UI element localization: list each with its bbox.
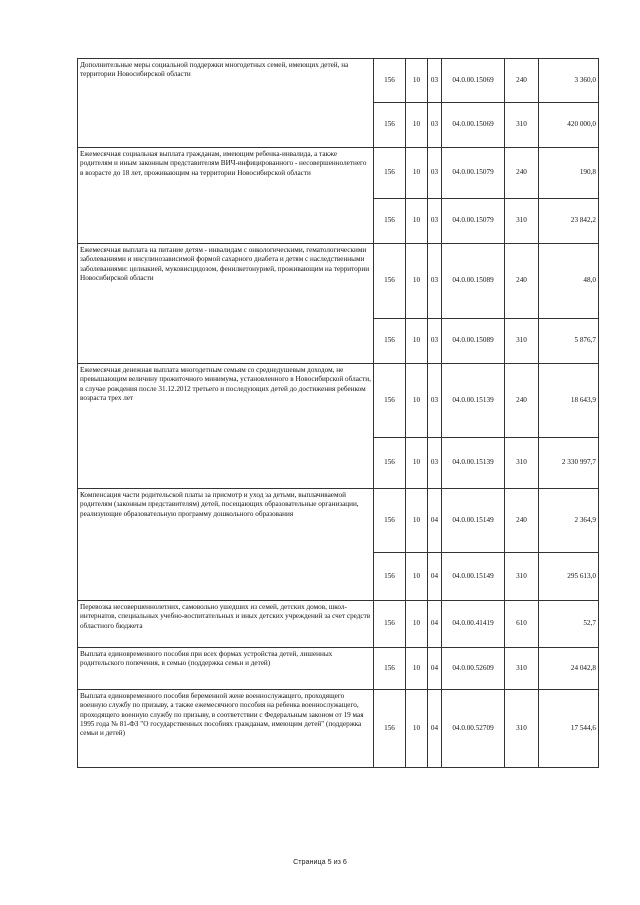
amount-cell: 17 544,6 (539, 690, 599, 768)
grbs-code-cell: 156 (374, 364, 406, 438)
grbs-code-cell: 156 (374, 103, 406, 148)
target-article-code-cell: 04.0.00.15079 (442, 199, 505, 244)
subsection-code-cell: 03 (428, 438, 442, 489)
target-article-code-cell: 04.0.00.15089 (442, 244, 505, 319)
section-code-cell: 10 (406, 553, 428, 601)
grbs-code-cell: 156 (374, 553, 406, 601)
target-article-code-cell: 04.0.00.15089 (442, 319, 505, 364)
expense-type-code-cell: 240 (505, 148, 539, 199)
grbs-code-cell: 156 (374, 690, 406, 768)
amount-cell: 295 613,0 (539, 553, 599, 601)
page-footer: Страница 5 из 6 (293, 857, 347, 866)
table-row (78, 489, 599, 553)
amount-cell: 2 330 997,7 (539, 438, 599, 489)
grbs-code-cell: 156 (374, 199, 406, 244)
table-row (78, 690, 599, 768)
expense-type-code-cell: 310 (505, 553, 539, 601)
subsection-code-cell: 03 (428, 199, 442, 244)
row-description: Ежемесячная денежная выплата многодетным семьям со среднедушевым доходом, не превышающим величину прожиточного минимума, установленного в Новосибирской области, в случае рождения после 31.12.2012 третьего и последующих детей до достижения ребенком возраста трех лет (78, 364, 374, 489)
grbs-code-cell: 156 (374, 319, 406, 364)
section-code-cell: 10 (406, 648, 428, 690)
target-article-code-cell: 04.0.00.15149 (442, 553, 505, 601)
expense-type-code-cell: 310 (505, 648, 539, 690)
section-code-cell: 10 (406, 148, 428, 199)
section-code-cell: 10 (406, 438, 428, 489)
target-article-code-cell: 04.0.00.41419 (442, 601, 505, 648)
target-article-code-cell: 04.0.00.15069 (442, 103, 505, 148)
row-description: Выплата единовременного пособия беременной жене военнослужащего, проходящего военную службу по призыву, а также ежемесячного пособия на ребенка военнослужащего, проходящего военную службу по призыву, в соответствии с Федеральным законом от 19 мая 1995 года № 81-ФЗ "О государственных пособиях гражданам, имеющим детей" (поддержка семьи и детей) (78, 690, 374, 768)
row-description: Выплата единовременного пособия при всех формах устройства детей, лишенных родительского попечения, в семью (поддержка семьи и детей) (78, 648, 374, 690)
amount-cell: 48,0 (539, 244, 599, 319)
section-code-cell: 10 (406, 319, 428, 364)
grbs-code-cell: 156 (374, 244, 406, 319)
subsection-code-cell: 03 (428, 319, 442, 364)
budget-table (77, 58, 599, 768)
subsection-code-cell: 03 (428, 244, 442, 319)
table-row (78, 601, 599, 648)
section-code-cell: 10 (406, 59, 428, 103)
amount-cell: 190,8 (539, 148, 599, 199)
subsection-code-cell: 03 (428, 364, 442, 438)
expense-type-code-cell: 310 (505, 438, 539, 489)
target-article-code-cell: 04.0.00.15149 (442, 489, 505, 553)
grbs-code-cell: 156 (374, 648, 406, 690)
grbs-code-cell: 156 (374, 438, 406, 489)
expense-type-code-cell: 310 (505, 319, 539, 364)
section-code-cell: 10 (406, 601, 428, 648)
table-row (78, 148, 599, 199)
amount-cell: 23 842,2 (539, 199, 599, 244)
subsection-code-cell: 04 (428, 601, 442, 648)
amount-cell: 52,7 (539, 601, 599, 648)
target-article-code-cell: 04.0.00.15139 (442, 438, 505, 489)
table-row (78, 244, 599, 319)
subsection-code-cell: 04 (428, 489, 442, 553)
section-code-cell: 10 (406, 364, 428, 438)
amount-cell: 2 364,9 (539, 489, 599, 553)
expense-type-code-cell: 610 (505, 601, 539, 648)
section-code-cell: 10 (406, 103, 428, 148)
amount-cell: 24 042,8 (539, 648, 599, 690)
subsection-code-cell: 03 (428, 148, 442, 199)
row-description: Перевозка несовершеннолетних, самовольно ушедших из семей, детских домов, школ-интернатов, специальных учебно-воспитательных и иных детских учреждений за счет средств областного бюджета (78, 601, 374, 648)
subsection-code-cell: 04 (428, 553, 442, 601)
expense-type-code-cell: 310 (505, 690, 539, 768)
row-description: Ежемесячная социальная выплата гражданам, имеющим ребенка-инвалида, а также родителям и иным законным представителям ВИЧ-инфицированного - несовершеннолетнего в возрасте до 18 лет, проживающим на территории Новосибирской области (78, 148, 374, 244)
amount-cell: 5 876,7 (539, 319, 599, 364)
row-description: Дополнительные меры социальной поддержки многодетных семей, имеющих детей, на территории Новосибирской области (78, 59, 374, 148)
target-article-code-cell: 04.0.00.52609 (442, 648, 505, 690)
amount-cell: 18 643,9 (539, 364, 599, 438)
expense-type-code-cell: 310 (505, 103, 539, 148)
grbs-code-cell: 156 (374, 489, 406, 553)
target-article-code-cell: 04.0.00.52709 (442, 690, 505, 768)
target-article-code-cell: 04.0.00.15079 (442, 148, 505, 199)
section-code-cell: 10 (406, 199, 428, 244)
section-code-cell: 10 (406, 690, 428, 768)
amount-cell: 3 360,0 (539, 59, 599, 103)
grbs-code-cell: 156 (374, 148, 406, 199)
subsection-code-cell: 03 (428, 59, 442, 103)
expense-type-code-cell: 240 (505, 489, 539, 553)
expense-type-code-cell: 310 (505, 199, 539, 244)
subsection-code-cell: 04 (428, 690, 442, 768)
row-description: Компенсация части родительской платы за присмотр и уход за детьми, выплачиваемой родителям (законным представителям) детей, посещающих образовательные организации, реализующие образовательную программу дошкольного образования (78, 489, 374, 601)
table-row (78, 59, 599, 103)
subsection-code-cell: 04 (428, 648, 442, 690)
grbs-code-cell: 156 (374, 601, 406, 648)
section-code-cell: 10 (406, 489, 428, 553)
target-article-code-cell: 04.0.00.15069 (442, 59, 505, 103)
expense-type-code-cell: 240 (505, 59, 539, 103)
expense-type-code-cell: 240 (505, 244, 539, 319)
expense-type-code-cell: 240 (505, 364, 539, 438)
target-article-code-cell: 04.0.00.15139 (442, 364, 505, 438)
section-code-cell: 10 (406, 244, 428, 319)
subsection-code-cell: 03 (428, 103, 442, 148)
row-description: Ежемесячная выплата на питание детям - инвалидам с онкологическими, гематологическими заболеваниями и инсулинозависимой формой сахарного диабета и детям с наследственными заболеваниями: целиакией, муковисцидозом, фенилкетонурией, проживающим на территории Новосибирской области (78, 244, 374, 364)
table-row (78, 364, 599, 438)
amount-cell: 420 000,0 (539, 103, 599, 148)
table-row (78, 648, 599, 690)
table-body (78, 59, 599, 768)
grbs-code-cell: 156 (374, 59, 406, 103)
